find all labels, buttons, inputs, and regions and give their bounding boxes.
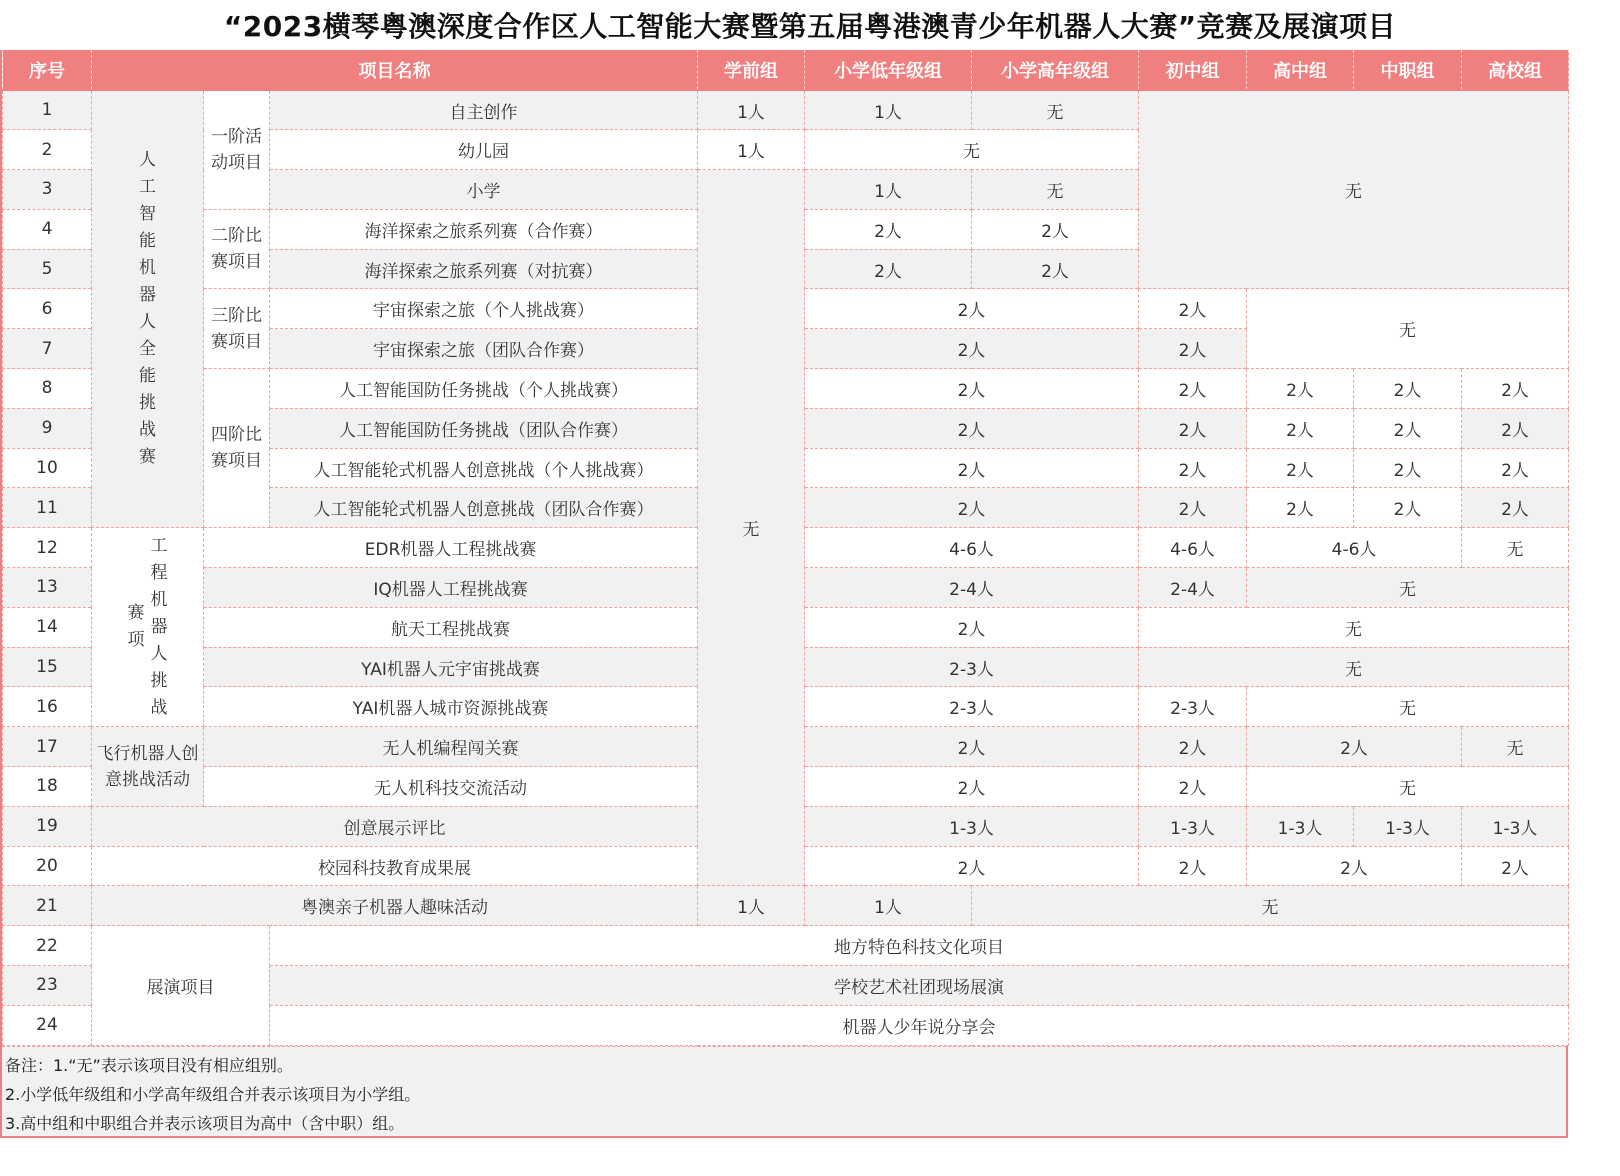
cell-junior-college: 无 bbox=[1139, 647, 1569, 687]
cell-college: 2人 bbox=[1462, 488, 1569, 528]
project-name: 宇宙探索之旅（团队合作赛） bbox=[270, 329, 698, 369]
cell-primary-lower: 1人 bbox=[805, 886, 972, 926]
showcase-project: 学校艺术社团现场展演 bbox=[270, 966, 1569, 1006]
row-number: 18 bbox=[3, 767, 92, 807]
project-name: 无人机科技交流活动 bbox=[204, 767, 698, 807]
stage-3-label: 三阶比赛项目 bbox=[204, 289, 270, 369]
cell-primary-lower: 2人 bbox=[805, 249, 972, 289]
row-number: 1 bbox=[3, 90, 92, 130]
cell-primary: 4-6人 bbox=[805, 528, 1139, 568]
cell-college: 1-3人 bbox=[1462, 806, 1569, 846]
cell-primary: 无 bbox=[805, 130, 1139, 170]
note-1: 备注：1.“无”表示该项目没有相应组别。 bbox=[5, 1055, 293, 1075]
row-number: 14 bbox=[3, 607, 92, 647]
cell-preschool-none: 无 bbox=[698, 170, 805, 886]
project-name: 航天工程挑战赛 bbox=[204, 607, 698, 647]
project-name: 校园科技教育成果展 bbox=[92, 846, 698, 886]
header-vocational: 中职组 bbox=[1354, 50, 1462, 90]
header-primary-upper: 小学高年级组 bbox=[972, 50, 1139, 90]
cell-vocational: 1-3人 bbox=[1354, 806, 1462, 846]
project-name: 人工智能国防任务挑战（个人挑战赛） bbox=[270, 369, 698, 409]
cell-primary-upper: 无 bbox=[972, 170, 1139, 210]
cell-junior: 4-6人 bbox=[1139, 528, 1247, 568]
table-row bbox=[3, 886, 1569, 926]
row-number: 24 bbox=[3, 1005, 92, 1045]
header-seq: 序号 bbox=[3, 50, 92, 90]
cell-primary: 2人 bbox=[805, 607, 1139, 647]
project-table-container bbox=[0, 50, 1568, 1138]
row-number: 17 bbox=[3, 727, 92, 767]
cell-college: 无 bbox=[1462, 528, 1569, 568]
cell-junior: 2-3人 bbox=[1139, 687, 1247, 727]
stage-4-label: 四阶比赛项目 bbox=[204, 369, 270, 528]
cell-primary: 2人 bbox=[805, 767, 1139, 807]
cell-primary: 2-4人 bbox=[805, 568, 1139, 608]
row-number: 8 bbox=[3, 369, 92, 409]
cell-senior-vocational: 4-6人 bbox=[1247, 528, 1462, 568]
project-name: 自主创作 bbox=[270, 90, 698, 130]
project-name: 宇宙探索之旅（个人挑战赛） bbox=[270, 289, 698, 329]
row-number: 22 bbox=[3, 926, 92, 966]
cell-primary: 2人 bbox=[805, 727, 1139, 767]
cell-junior: 2人 bbox=[1139, 448, 1247, 488]
cell-vocational: 2人 bbox=[1354, 448, 1462, 488]
cell-college: 2人 bbox=[1462, 408, 1569, 448]
cell-junior: 2人 bbox=[1139, 488, 1247, 528]
project-name: IQ机器人工程挑战赛 bbox=[204, 568, 698, 608]
row-number: 16 bbox=[3, 687, 92, 727]
cell-primary: 2人 bbox=[805, 488, 1139, 528]
project-name: 小学 bbox=[270, 170, 698, 210]
cell-primary: 2-3人 bbox=[805, 687, 1139, 727]
row-number: 13 bbox=[3, 568, 92, 608]
project-name: 人工智能国防任务挑战（团队合作赛） bbox=[270, 408, 698, 448]
category-engineering-challenge bbox=[92, 528, 204, 727]
project-name: 幼儿园 bbox=[270, 130, 698, 170]
cell-junior: 2人 bbox=[1139, 767, 1247, 807]
stage-2-label: 二阶比赛项目 bbox=[204, 209, 270, 289]
cell-vocational: 2人 bbox=[1354, 369, 1462, 409]
cell-senior-college: 无 bbox=[1247, 687, 1569, 727]
cell-vocational: 2人 bbox=[1354, 408, 1462, 448]
cell-upper-right-none: 无 bbox=[1139, 90, 1569, 289]
cell-junior: 2-4人 bbox=[1139, 568, 1247, 608]
cell-senior-vocational: 2人 bbox=[1247, 727, 1462, 767]
showcase-project: 机器人少年说分享会 bbox=[270, 1005, 1569, 1045]
row-number: 7 bbox=[3, 329, 92, 369]
header-primary-lower: 小学低年级组 bbox=[805, 50, 972, 90]
cell-senior-vocational: 2人 bbox=[1247, 846, 1462, 886]
project-name: 海洋探索之旅系列赛（合作赛） bbox=[270, 209, 698, 249]
cell-senior: 2人 bbox=[1247, 448, 1354, 488]
cell-primary-lower: 2人 bbox=[805, 209, 972, 249]
project-name: YAI机器人元宇宙挑战赛 bbox=[204, 647, 698, 687]
cell-primary-upper: 无 bbox=[972, 90, 1139, 130]
row-number: 2 bbox=[3, 130, 92, 170]
engineering-left-label: 赛 项 bbox=[127, 603, 145, 651]
cell-preschool: 1人 bbox=[698, 886, 805, 926]
cell-senior-college-none: 无 bbox=[1247, 289, 1569, 369]
page-title: “2023横琴粤澳深度合作区人工智能大赛暨第五届粤港澳青少年机器人大赛”竞赛及展演项目 bbox=[223, 10, 1397, 43]
cell-senior: 2人 bbox=[1247, 408, 1354, 448]
cell-preschool: 1人 bbox=[698, 90, 805, 130]
table-row bbox=[3, 90, 1569, 130]
note-2: 2.小学低年级组和小学高年级组合并表示该项目为小学组。 bbox=[5, 1084, 421, 1104]
row-number: 5 bbox=[3, 249, 92, 289]
cell-junior: 2人 bbox=[1139, 727, 1247, 767]
row-number: 6 bbox=[3, 289, 92, 329]
table-notes bbox=[2, 1046, 1566, 1136]
cell-primary-upper: 2人 bbox=[972, 249, 1139, 289]
project-name: 无人机编程闯关赛 bbox=[204, 727, 698, 767]
project-name: 创意展示评比 bbox=[92, 806, 698, 846]
category-ai-challenge: 人 工 智 能 机 器 人 全 能 挑 战 赛 bbox=[92, 90, 204, 528]
cell-vocational: 2人 bbox=[1354, 488, 1462, 528]
row-number: 9 bbox=[3, 408, 92, 448]
row-number: 19 bbox=[3, 806, 92, 846]
project-table bbox=[2, 50, 1569, 1046]
row-number: 20 bbox=[3, 846, 92, 886]
cell-primary: 2人 bbox=[805, 369, 1139, 409]
project-name: 粤澳亲子机器人趣味活动 bbox=[92, 886, 698, 926]
cell-primary: 2人 bbox=[805, 289, 1139, 329]
cell-junior: 2人 bbox=[1139, 369, 1247, 409]
cell-junior-college: 无 bbox=[1139, 607, 1569, 647]
engineering-right-label: 工 程 机 器 人 挑 战 bbox=[150, 535, 168, 718]
note-3: 3.高中组和中职组合并表示该项目为高中（含中职）组。 bbox=[5, 1113, 405, 1133]
cell-college: 2人 bbox=[1462, 448, 1569, 488]
row-number: 3 bbox=[3, 170, 92, 210]
cell-primary: 2人 bbox=[805, 329, 1139, 369]
project-name: 人工智能轮式机器人创意挑战（个人挑战赛） bbox=[270, 448, 698, 488]
cell-junior: 2人 bbox=[1139, 329, 1247, 369]
project-name: 人工智能轮式机器人创意挑战（团队合作赛） bbox=[270, 488, 698, 528]
category-showcase: 展演项目 bbox=[92, 926, 270, 1045]
cell-upper-college: 无 bbox=[972, 886, 1569, 926]
table-row bbox=[3, 926, 1569, 966]
cell-primary: 2人 bbox=[805, 408, 1139, 448]
header-junior: 初中组 bbox=[1139, 50, 1247, 90]
cell-primary: 2-3人 bbox=[805, 647, 1139, 687]
cell-primary: 1-3人 bbox=[805, 806, 1139, 846]
row-number: 15 bbox=[3, 647, 92, 687]
project-name: 海洋探索之旅系列赛（对抗赛） bbox=[270, 249, 698, 289]
row-number: 10 bbox=[3, 448, 92, 488]
cell-senior: 1-3人 bbox=[1247, 806, 1354, 846]
cell-junior: 2人 bbox=[1139, 408, 1247, 448]
project-name: YAI机器人城市资源挑战赛 bbox=[204, 687, 698, 727]
cell-primary: 2人 bbox=[805, 448, 1139, 488]
cell-primary-lower: 1人 bbox=[805, 90, 972, 130]
category-drone-challenge: 飞行机器人创意挑战活动 bbox=[92, 727, 204, 807]
row-number: 21 bbox=[3, 886, 92, 926]
cell-primary: 2人 bbox=[805, 846, 1139, 886]
cell-senior-college: 无 bbox=[1247, 767, 1569, 807]
header-name: 项目名称 bbox=[92, 50, 698, 90]
cell-junior: 2人 bbox=[1139, 289, 1247, 329]
header-college: 高校组 bbox=[1462, 50, 1569, 90]
row-number: 12 bbox=[3, 528, 92, 568]
cell-primary-upper: 2人 bbox=[972, 209, 1139, 249]
project-name: EDR机器人工程挑战赛 bbox=[204, 528, 698, 568]
cell-primary-lower: 1人 bbox=[805, 170, 972, 210]
cell-junior: 1-3人 bbox=[1139, 806, 1247, 846]
cell-preschool: 1人 bbox=[698, 130, 805, 170]
row-number: 11 bbox=[3, 488, 92, 528]
row-number: 23 bbox=[3, 966, 92, 1006]
table-header-row bbox=[3, 50, 1569, 90]
header-preschool: 学前组 bbox=[698, 50, 805, 90]
cell-college: 无 bbox=[1462, 727, 1569, 767]
cell-senior-college: 无 bbox=[1247, 568, 1569, 608]
stage-1-label: 一阶活动项目 bbox=[204, 90, 270, 209]
cell-junior: 2人 bbox=[1139, 846, 1247, 886]
row-number: 4 bbox=[3, 209, 92, 249]
header-senior: 高中组 bbox=[1247, 50, 1354, 90]
showcase-project: 地方特色科技文化项目 bbox=[270, 926, 1569, 966]
cell-senior: 2人 bbox=[1247, 488, 1354, 528]
cell-senior: 2人 bbox=[1247, 369, 1354, 409]
cell-college: 2人 bbox=[1462, 846, 1569, 886]
cell-college: 2人 bbox=[1462, 369, 1569, 409]
